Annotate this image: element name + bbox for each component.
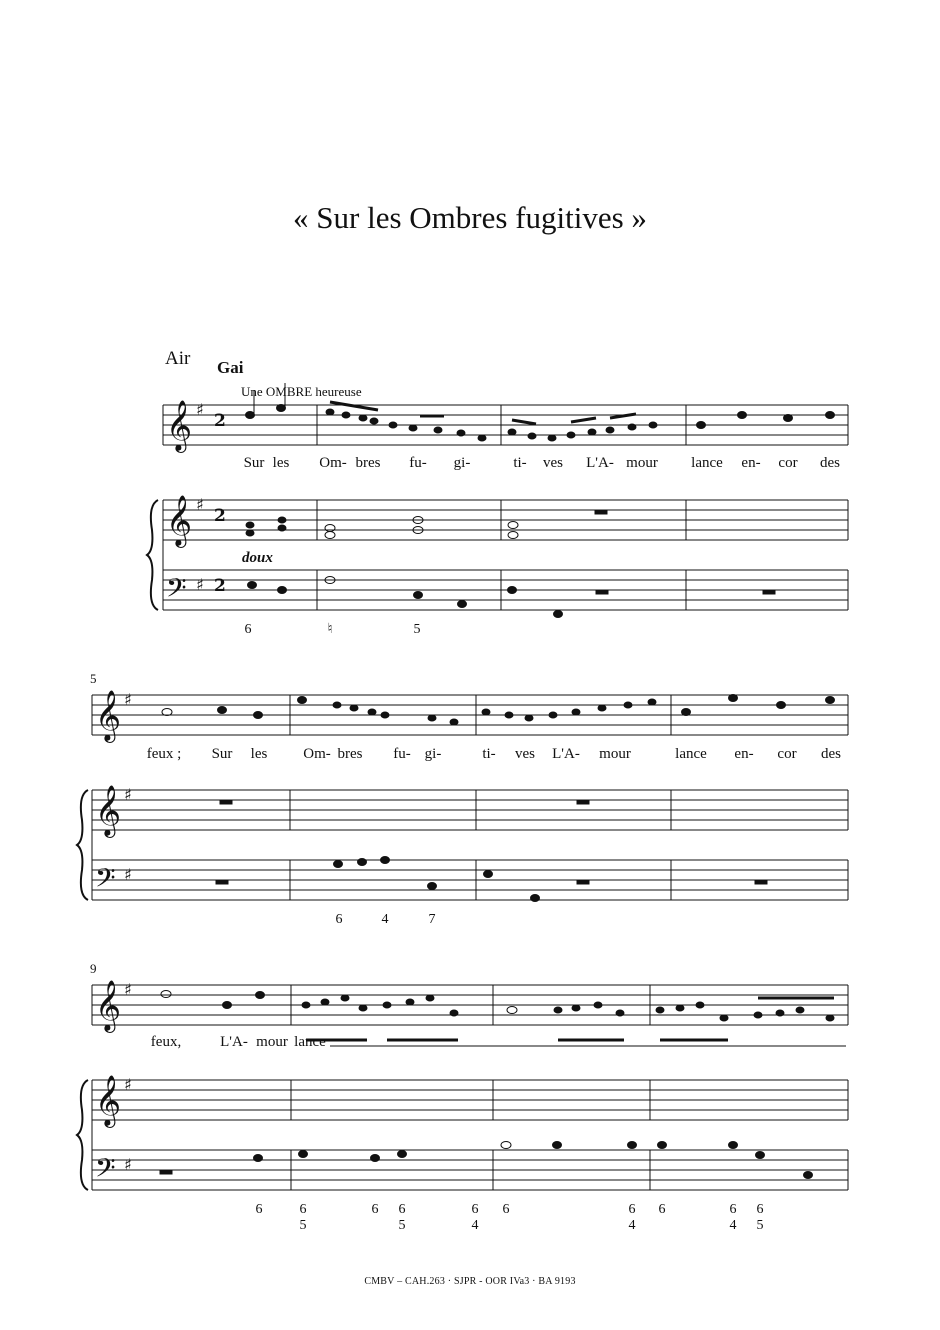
figured-bass: 5: [413, 622, 421, 637]
lyric-syllable: mour: [599, 746, 631, 762]
figured-bass: 6 5: [398, 1202, 406, 1233]
lyric-syllable: lance: [691, 455, 723, 471]
piano-treble-staff: [163, 500, 848, 540]
figured-bass: 6 4: [471, 1202, 479, 1233]
lyric-syllable: feux ;: [146, 746, 182, 762]
lyric-syllable: L'A-: [552, 746, 580, 762]
sharp-icon: ♯: [124, 785, 132, 804]
dynamic-marking: doux: [242, 550, 273, 566]
figured-bass: 6: [335, 912, 343, 927]
piano-treble-staff: [92, 790, 848, 830]
treble-clef-icon: 𝄞: [95, 785, 122, 836]
footer-reference: CMBV – CAH.263 · SJPR - OOR IVa3 · BA 9193: [364, 1276, 576, 1287]
lyric-syllable: bres: [337, 746, 363, 762]
lyric-syllable: les: [272, 455, 290, 471]
lyric-syllable: gi-: [424, 746, 442, 762]
lyric-syllable: en-: [734, 746, 754, 762]
lyric-syllable: Om-: [319, 455, 347, 471]
time-signature: 2: [214, 506, 226, 526]
lyric-syllable: lance: [294, 1034, 326, 1050]
figured-bass: 6: [255, 1202, 263, 1217]
sharp-icon: ♯: [124, 690, 132, 709]
piano-bass-staff: [92, 1080, 848, 1190]
piano-bass-staff: [163, 500, 848, 610]
lyric-syllable: des: [820, 455, 840, 471]
air-label: Air: [165, 348, 191, 369]
sharp-icon: ♯: [196, 400, 204, 419]
bass-clef-icon: 𝄢: [166, 572, 187, 610]
time-signature: 2: [214, 411, 226, 431]
figured-bass: 6: [502, 1202, 510, 1217]
figured-bass: 7: [428, 912, 436, 927]
treble-clef-icon: 𝄞: [95, 1075, 122, 1126]
lyric-syllable: fu-: [409, 455, 427, 471]
lyric-syllable: Sur: [243, 455, 265, 471]
sharp-icon: ♯: [124, 865, 132, 884]
lyric-syllable: les: [250, 746, 268, 762]
lyric-syllable: mour: [256, 1034, 288, 1050]
figured-bass: 6 5: [299, 1202, 307, 1233]
lyric-syllable: ti-: [482, 746, 496, 762]
lyric-syllable: Sur: [211, 746, 233, 762]
figured-bass: ♮: [327, 622, 333, 637]
lyric-syllable: cor: [778, 455, 798, 471]
bass-clef-icon: 𝄢: [95, 1152, 116, 1190]
lyric-syllable: des: [821, 746, 841, 762]
lyric-syllable: ves: [543, 455, 563, 471]
lyric-syllable: L'A-: [220, 1034, 248, 1050]
figured-bass: 6: [658, 1202, 666, 1217]
piano-bass-staff: [92, 790, 848, 900]
lyric-syllable: L'A-: [586, 455, 614, 471]
voice-staff: [163, 405, 848, 445]
lyric-syllable: bres: [355, 455, 381, 471]
figured-bass: 6: [371, 1202, 379, 1217]
role-name: Une OMBRE heureuse: [241, 384, 362, 399]
treble-clef-icon: 𝄞: [166, 400, 193, 451]
treble-clef-icon: 𝄞: [95, 690, 122, 741]
sharp-icon: ♯: [196, 575, 204, 594]
lyric-syllable: mour: [626, 455, 658, 471]
piece-title: « Sur les Ombres fugitives »: [293, 200, 647, 235]
sharp-icon: ♯: [124, 1155, 132, 1174]
measure-number: 5: [90, 671, 97, 686]
lyric-syllable: ves: [515, 746, 535, 762]
lyric-syllable: en-: [741, 455, 761, 471]
lyric-syllable: cor: [777, 746, 797, 762]
lyric-syllable: ti-: [513, 455, 527, 471]
sharp-icon: ♯: [124, 980, 132, 999]
sharp-icon: ♯: [124, 1075, 132, 1094]
lyric-syllable: lance: [675, 746, 707, 762]
lyric-syllable: gi-: [453, 455, 471, 471]
piano-treble-staff: [92, 1080, 848, 1120]
voice-staff: [92, 985, 848, 1025]
treble-clef-icon: 𝄞: [95, 980, 122, 1031]
figured-bass: 6: [244, 622, 252, 637]
lyric-syllable: fu-: [393, 746, 411, 762]
figured-bass: 6 5: [756, 1202, 764, 1233]
lyric-syllable: Om-: [303, 746, 331, 762]
figured-bass: 6 4: [628, 1202, 636, 1233]
sharp-icon: ♯: [196, 495, 204, 514]
time-signature: 2: [214, 576, 226, 596]
measure-number: 9: [90, 961, 97, 976]
treble-clef-icon: 𝄞: [166, 495, 193, 546]
figured-bass: 4: [381, 912, 389, 927]
bass-clef-icon: 𝄢: [95, 862, 116, 900]
lyric-syllable: feux,: [150, 1034, 182, 1050]
figured-bass: 6 4: [729, 1202, 737, 1233]
tempo-marking: Gai: [217, 358, 244, 377]
